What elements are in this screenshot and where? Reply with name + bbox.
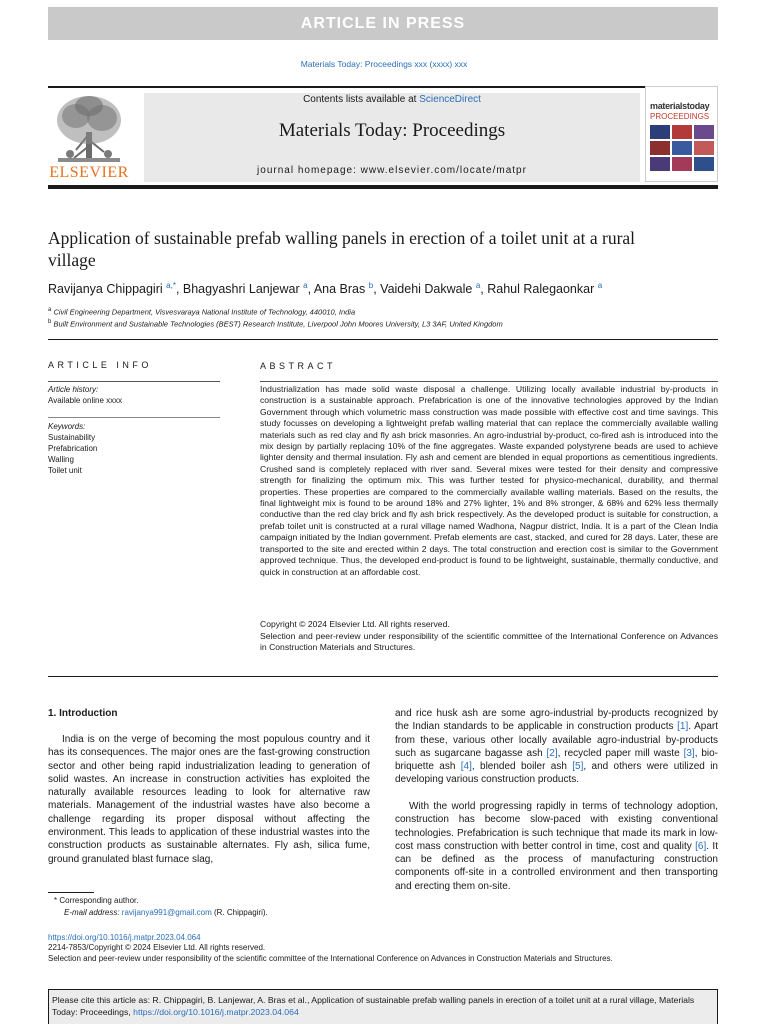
author-list: Ravijanya Chippagiri $^{a,*}$, Bhagyashri Lanjewar $^a$, Ana Bras $^b$, Vaidehi Dakwale $^a$, Rahul Ralegaonkar $^a$ xyxy=(48,281,603,297)
body-text: . It can be defined as the process of manufacturing construction components off-site in a controlled environment and then transporting and erecting them on-site. xyxy=(395,840,718,892)
body-text: . Apart from these, various other locally available agro-industrial by-products such as sugarcane bagasse ash xyxy=(395,721,719,759)
keyword-list xyxy=(48,432,97,476)
keyword-item: Toilet unit xyxy=(48,466,82,475)
author-name[interactable]: Vaidehi Dakwale xyxy=(380,282,473,297)
elsevier-wordmark: ELSEVIER xyxy=(49,164,129,181)
cover-title: materialstoday xyxy=(650,101,710,111)
citation-link[interactable]: [4] xyxy=(460,761,472,773)
sciencedirect-link[interactable]: ScienceDirect xyxy=(419,94,481,105)
citation-link[interactable]: [6] xyxy=(695,840,707,852)
contents-available-line xyxy=(144,94,640,105)
journal-cover-image[interactable] xyxy=(645,86,718,182)
cover-subtitle: PROCEEDINGS xyxy=(650,112,710,121)
cover-mosaic-icon xyxy=(650,125,714,171)
keyword-item: Prefabrication xyxy=(48,444,98,453)
article-title: Application of sustainable prefab walling panels in erection of a toilet unit at a rural village xyxy=(48,228,636,270)
header-bottom-rule xyxy=(48,185,718,189)
affiliation-mark: b xyxy=(48,319,52,325)
abstract-selection-note: Selection and peer-review under responsibility of the scientific committee of the International Conference on Advances in Construction Materials and Structures. xyxy=(260,631,718,653)
article-in-press-banner: ARTICLE IN PRESS xyxy=(48,7,718,40)
author-affiliation-mark[interactable]: a,* xyxy=(166,281,176,290)
corresponding-author-note: * Corresponding author. xyxy=(54,896,139,905)
article-info-rule xyxy=(48,381,220,382)
article-history-label: Article history: xyxy=(48,385,99,394)
intro-paragraph-1: India is on the verge of becoming the most populous country and it has its consequences. The major ones are the fast-growing construction sector and other being rapid industrialization leading to generation of solid wastes. An increase in construction activities has exploited the naturally available resources leading to look for alternative raw materials. Management of the industrial wastes have also become a challenge regarding its proper disposal without affecting the environment. This leads to application of these industrial wastes into the construction products as sustainable alternates. Fly ash, silica fume, ground granulated blast furnace slag, xyxy=(48,734,370,865)
doi-link[interactable]: https://doi.org/10.1016/j.matpr.2023.04.064 xyxy=(48,933,201,942)
intro-paragraph-2 xyxy=(395,707,718,787)
email-link[interactable]: ravijanya991@gmail.com xyxy=(121,908,212,917)
body-text: , blended boiler ash xyxy=(471,761,573,773)
elsevier-logo[interactable] xyxy=(48,92,130,180)
journal-reference-link[interactable]: Materials Today: Proceedings xxx (xxxx) xxx xyxy=(300,59,468,69)
body-text: , recycled paper mill waste xyxy=(557,747,684,759)
section-rule xyxy=(48,676,718,677)
affiliation-a xyxy=(48,307,355,317)
author-name[interactable]: Ana Bras xyxy=(313,282,366,297)
affiliation-mark: a xyxy=(48,307,52,313)
affiliation-text: Civil Engineering Department, Visvesvaraya National Institute of Technology, 440010, India xyxy=(53,307,356,317)
body-text: , and others were utilized in developing various construction products. xyxy=(395,761,718,786)
abstract-heading: ABSTRACT xyxy=(260,361,337,371)
author-name[interactable]: Rahul Ralegaonkar xyxy=(487,282,595,297)
article-info-divider xyxy=(48,417,220,418)
contents-prefix: Contents lists available at xyxy=(303,94,420,105)
keywords-label: Keywords: xyxy=(48,422,86,431)
issn-copyright: 2214-7853/Copyright © 2024 Elsevier Ltd. All rights reserved. xyxy=(48,943,266,952)
footnote-rule xyxy=(48,892,94,893)
author-affiliation-mark[interactable]: b xyxy=(368,281,374,290)
email-label: E-mail address: xyxy=(64,908,122,917)
author-name[interactable]: Bhagyashri Lanjewar xyxy=(182,282,300,297)
citation-text: Please cite this article as: R. Chippagiri, B. Lanjewar, A. Bras et al., Application of sustainable prefab walling panels in erection of a toilet unit at a rural village, Materials Today: Proceedings, xyxy=(52,995,695,1017)
header-top-rule xyxy=(48,86,718,88)
abstract-copyright: Copyright © 2024 Elsevier Ltd. All rights reserved. xyxy=(260,619,450,629)
body-text: , bio-briquette ash xyxy=(395,747,718,773)
citation-link[interactable]: [1] xyxy=(677,721,689,733)
author-affiliation-mark[interactable]: a xyxy=(475,281,481,290)
abstract-rule xyxy=(260,381,718,382)
article-history-value: Available online xxxx xyxy=(48,396,123,405)
article-info-heading: ARTICLE INFO xyxy=(48,360,152,370)
journal-title: Materials Today: Proceedings xyxy=(278,120,506,141)
affiliation-b xyxy=(48,319,503,329)
citation-link[interactable]: [2] xyxy=(546,747,558,759)
citation-link[interactable]: [3] xyxy=(683,747,695,759)
body-text: and rice husk ash are some agro-industrial by-products recognized by the Indian standards to be applicable in construction products xyxy=(395,708,718,733)
keyword-item: Sustainability xyxy=(48,433,96,442)
email-footnote xyxy=(64,908,268,917)
footnote-selection-note: Selection and peer-review under responsibility of the scientific committee of the International Conference on Advances in Construction Materials and Structures. xyxy=(48,954,613,963)
affiliation-text: Built Environment and Sustainable Technologies (BEST) Research Institute, Liverpool John Moores University, L3 3AF, United Kingdom xyxy=(53,319,503,329)
citation-box xyxy=(48,989,718,1024)
section-heading-introduction: 1. Introduction xyxy=(48,708,118,719)
journal-homepage[interactable]: journal homepage: www.elsevier.com/locate/matpr xyxy=(257,165,527,176)
abstract-text: Industrialization has made solid waste disposal a challenge. Utilizing locally available industrial by-products in construction is a sustainable approach. Prefabrication is one of the innovative technologies approved by the Indian Government through which volumetric mass construction was made possible with effective cost and time savings. This study focusses on developing a lightweight prefab walling material that can replace the commercially available walling materials such as red clay and fly ash brick masonries. An agro-industrial by-product, co-fired ash is introduced into the mix design by partially replacing 10% of the fine aggregates. Waste expanded polystyrene beads are used to achieve lighter density and thermal insulation. Fly ash and cement are blended in equal proportions as cementitious ingredients. Crushed sand is completely replaced with river sand. Several mixes were tested for their density and compressive strength for finalizing the optimum mix. This was further tested for physico-mechanical, durability, and thermal properties. These properties are compared to the commercially available walling materials. Based on the results, the final lightweight mix is found to be around 18% and 27% lighter, 1% and 8% stronger, & 68% and 62% less thermally conductive than the red clay brick and fly ash brick respectively. As the developed product is suitable for construction, a prefab toilet unit is constructed at a rural village named Wadhona, Nagpur district, India. It is a part of the Clean India campaign initiated by the Indian government. Prefab elements are cast, stacked, and cured for 28 days. Later, these are transported to the site and erected within 2 days. The total construction and erection cost is similar to the Government approved technique. Thus, the developed end-product is found to be lightweight, sustainable, thermally conductive, and quick in construction at an affordable cost. xyxy=(260,384,718,577)
citation-doi-link[interactable]: https://doi.org/10.1016/j.matpr.2023.04.064 xyxy=(133,1007,299,1017)
citation-link[interactable]: [5] xyxy=(572,761,584,773)
body-text: With the world progressing rapidly in terms of technology adoption, construction has become slow-paced with existing conventional technologies. Prefabrication is such technique that made its mark in low-cost mass construction with better control in time, cost and quality xyxy=(395,801,718,852)
keyword-item: Walling xyxy=(48,455,74,464)
author-affiliation-mark[interactable]: a xyxy=(303,281,308,290)
author-affiliation-mark[interactable]: a xyxy=(597,281,603,290)
intro-paragraph-3 xyxy=(395,800,718,893)
author-name[interactable]: Ravijanya Chippagiri xyxy=(48,282,163,297)
section-rule xyxy=(48,339,718,340)
email-suffix: (R. Chippagiri). xyxy=(211,908,268,917)
